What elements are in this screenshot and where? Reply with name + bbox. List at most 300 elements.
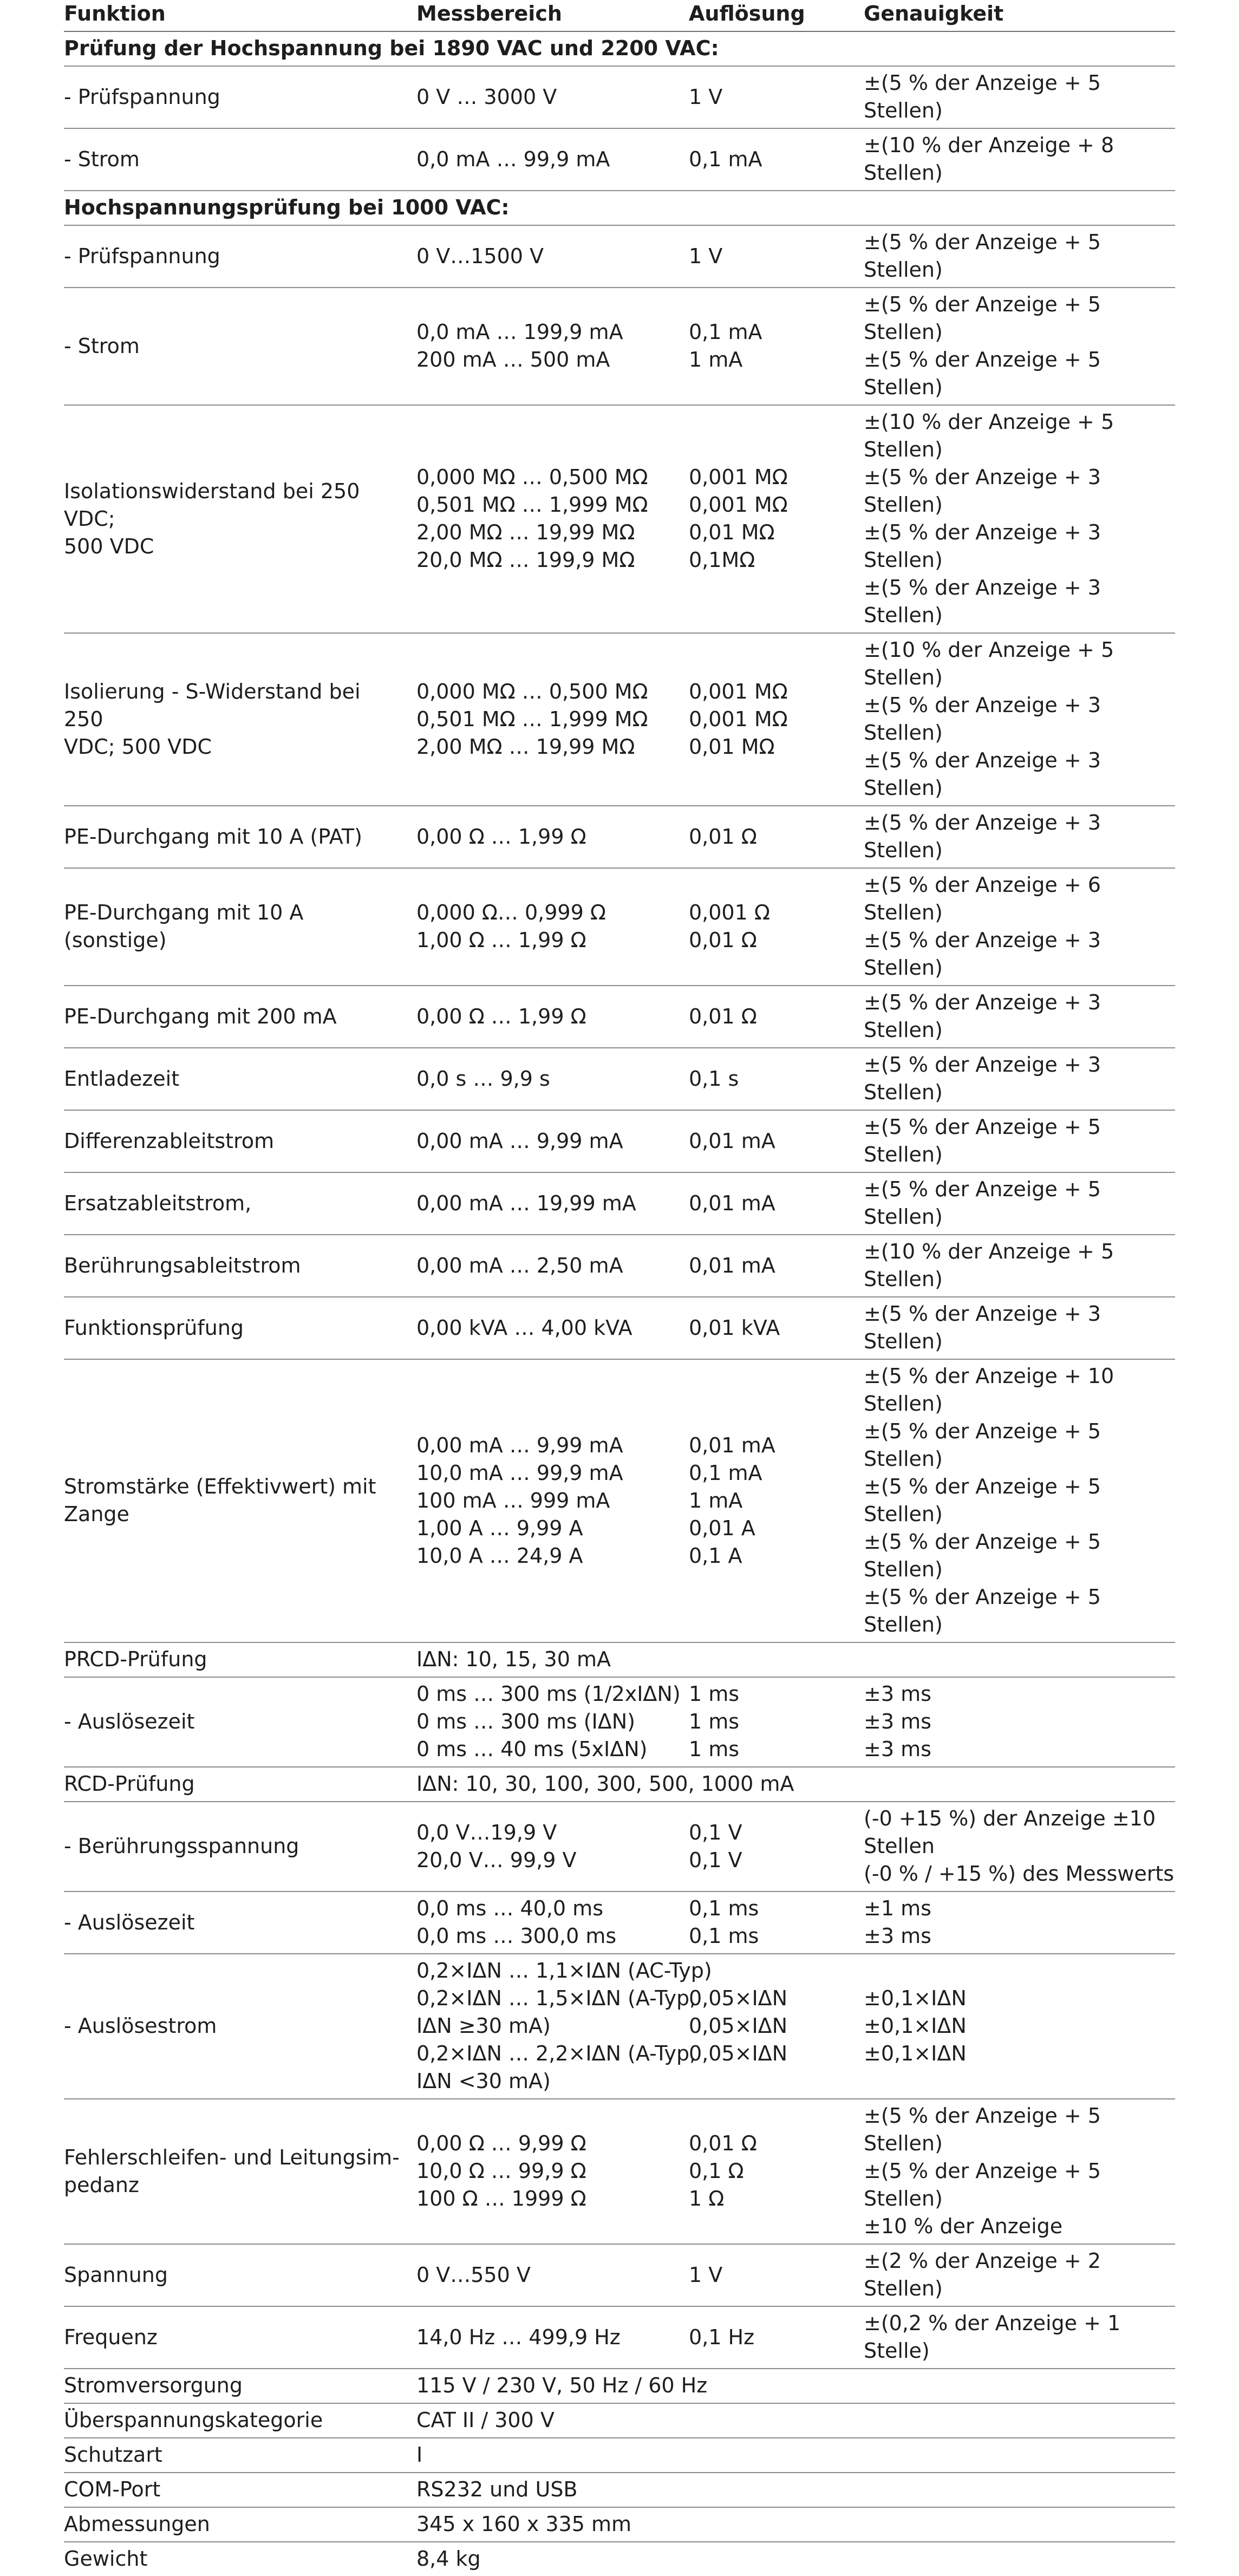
cell-line: 0,01 Ω: [689, 1004, 757, 1028]
cell-line: Ersatzableitstrom,: [64, 1191, 252, 1215]
function-cell: [64, 240, 416, 273]
accuracy-cell: [864, 406, 1175, 632]
cell-line: (-0 % / +15 %) des Messwerts: [864, 1862, 1175, 1886]
range-cell: [416, 675, 689, 764]
table-row: [64, 1892, 1175, 1954]
cell-line: ±(5 % der Anzeige + 5 Stellen): [864, 1115, 1101, 1166]
resolution-cell: [689, 2522, 864, 2528]
cell-line: 0,1MΩ: [689, 548, 755, 572]
function-cell: [64, 675, 416, 764]
resolution-cell: [689, 2127, 864, 2216]
cell-line: 0,00 mA … 9,99 mA: [416, 1433, 623, 1457]
accuracy-cell: [864, 869, 1175, 985]
cell-line: - Prüfspannung: [64, 244, 220, 268]
cell-line: ±(5 % der Anzeige + 3 Stellen): [864, 811, 1101, 862]
range-cell: [416, 2369, 708, 2403]
cell-line: 2,00 MΩ … 19,99 MΩ: [416, 734, 635, 759]
cell-line: ±(5 % der Anzeige + 5 Stellen): [864, 71, 1101, 122]
cell-line: ±(5 % der Anzeige + 3 Stellen): [864, 1302, 1101, 1353]
cell-line: 0,000 Ω… 0,999 Ω: [416, 901, 606, 924]
cell-line: 100 mA … 999 mA: [416, 1488, 610, 1512]
accuracy-cell: [864, 46, 1175, 52]
cell-line: ±1 ms: [864, 1896, 931, 1920]
cell-line: ±3 ms: [864, 1710, 931, 1733]
cell-line: ±3 ms: [864, 1924, 931, 1948]
cell-line: IΔN ≥30 mA): [416, 2014, 551, 2038]
cell-line: ±0,1×IΔN: [864, 2014, 967, 2038]
cell-line: VDC; 500 VDC: [64, 734, 212, 759]
cell-line: 0 ms … 300 ms (IΔN): [416, 1710, 636, 1733]
accuracy-cell: [864, 288, 1175, 405]
function-cell: [64, 2369, 416, 2403]
cell-line: 115 V / 230 V, 50 Hz / 60 Hz: [416, 2373, 708, 2397]
cell-line: 200 mA … 500 mA: [416, 348, 610, 371]
resolution-cell: [689, 2259, 864, 2292]
table-row: [64, 1297, 1175, 1360]
spec-table: [64, 0, 1175, 2576]
cell-line: 0,05×IΔN: [689, 2014, 788, 2038]
cell-line: 1,00 A … 9,99 A: [416, 1516, 583, 1540]
cell-line: (-0 +15 %) der Anzeige ±10: [864, 1807, 1156, 1830]
cell-line: 100 Ω … 1999 Ω: [416, 2187, 586, 2210]
cell-line: 0,001 MΩ: [689, 493, 788, 517]
cell-line: ±(5 % der Anzeige + 5 Stellen): [864, 1530, 1101, 1581]
table-row: [64, 2369, 1175, 2404]
cell-line: Frequenz: [64, 2325, 158, 2349]
accuracy-cell: [864, 1111, 1175, 1172]
accuracy-cell: [864, 986, 1175, 1047]
cell-line: 0 V…550 V: [416, 2262, 531, 2287]
function-cell: [64, 896, 416, 957]
cell-line: 0,00 Ω … 1,99 Ω: [416, 824, 586, 849]
range-cell: [416, 1187, 689, 1221]
accuracy-cell: [864, 2453, 1175, 2458]
accuracy-cell: [864, 1678, 1175, 1766]
cell-line: ±0,1×IΔN: [864, 1986, 967, 2010]
cell-line: - Auslösezeit: [64, 1910, 195, 1934]
cell-line: ±(5 % der Anzeige + 3 Stellen): [864, 1053, 1101, 1104]
cell-line: Hochspannungsprüfung bei 1000 VAC:: [64, 195, 510, 219]
table-row: [64, 1173, 1175, 1235]
range-cell: [416, 1062, 689, 1096]
function-cell: [64, 2438, 416, 2472]
resolution-cell: [689, 1816, 864, 1877]
cell-line: COM-Port: [64, 2477, 161, 2501]
range-cell: [416, 2321, 689, 2355]
cell-line: 0,1 mA: [689, 147, 762, 171]
cell-line: - Auslösestrom: [64, 2014, 217, 2038]
cell-line: 1 V: [689, 84, 723, 109]
cell-line: 1 ms: [689, 1737, 740, 1761]
table-row: [64, 1643, 1175, 1678]
function-cell: [64, 1470, 416, 1531]
cell-line: 0,01 A: [689, 1516, 755, 1540]
cell-line: Fehlerschleifen- und Leitungsim-: [64, 2145, 400, 2169]
table-row: [64, 288, 1175, 406]
resolution-cell: [689, 1000, 864, 1034]
table-row: [64, 2473, 1175, 2508]
cell-line: IΔN: 10, 30, 100, 300, 500, 1000 mA: [416, 1772, 794, 1796]
accuracy-cell: [864, 2487, 1175, 2493]
cell-line: 1 V: [689, 244, 723, 268]
cell-line: [689, 2068, 858, 2095]
cell-line: RS232 und USB: [416, 2477, 578, 2501]
table-row: [64, 806, 1175, 869]
cell-line: Stromstärke (Effektivwert) mit: [64, 1475, 376, 1498]
range-cell: [416, 1892, 689, 1953]
function-cell: [64, 1062, 416, 1096]
cell-line: ±(5 % der Anzeige + 5 Stellen): [864, 1419, 1101, 1471]
range-cell: [416, 2438, 689, 2472]
range-cell: [416, 1643, 689, 1677]
cell-line: 10,0 A … 24,9 A: [416, 1543, 583, 1568]
accuracy-cell: [864, 1048, 1175, 1110]
table-row: [64, 1235, 1175, 1297]
range-cell: [416, 1678, 689, 1766]
cell-line: 0,1 ms: [689, 1924, 759, 1948]
resolution-cell: [689, 1892, 864, 1953]
function-cell: [64, 475, 416, 564]
cell-line: 0,0 s … 9,9 s: [416, 1066, 550, 1091]
cell-line: 0,01 mA: [689, 1433, 775, 1457]
resolution-cell: [689, 1678, 864, 1766]
table-row: [64, 2438, 1175, 2473]
cell-line: ±(5 % der Anzeige + 3 Stellen): [864, 465, 1101, 517]
cell-line: ±(10 % der Anzeige + 5 Stellen): [864, 1240, 1114, 1291]
function-cell: [64, 1249, 416, 1283]
range-cell: [416, 205, 689, 211]
cell-line: 1 ms: [689, 1710, 740, 1733]
cell-line: 0,1 A: [689, 1543, 742, 1568]
range-cell: [416, 1768, 794, 1801]
accuracy-cell: [864, 1297, 1175, 1359]
range-cell: [416, 1312, 689, 1345]
function-cell: [64, 2321, 416, 2355]
table-row: [64, 1802, 1175, 1892]
cell-line: Stellen: [864, 1834, 935, 1858]
cell-line: 1 mA: [689, 348, 743, 371]
cell-line: ±10 % der Anzeige: [864, 2214, 1063, 2238]
cell-line: 500 VDC: [64, 534, 154, 558]
cell-line: 20,0 V… 99,9 V: [416, 1848, 577, 1872]
accuracy-cell: [864, 129, 1175, 190]
cell-line: [864, 1957, 1175, 1985]
cell-line: 0,001 MΩ: [689, 679, 788, 703]
cell-line: Isolierung - S-Widerstand bei 250: [64, 679, 361, 731]
cell-line: 0 V…1500 V: [416, 244, 544, 268]
resolution-cell: [689, 1657, 864, 1663]
cell-line: PE-Durchgang mit 200 mA: [64, 1004, 337, 1028]
cell-line: ±(5 % der Anzeige + 5 Stellen): [864, 1585, 1101, 1636]
accuracy-cell: [864, 2418, 1175, 2424]
cell-line: Überspannungskategorie: [64, 2408, 323, 2432]
accuracy-cell: [864, 2557, 1175, 2562]
cell-line: 0,01 Ω: [689, 928, 757, 952]
accuracy-cell: [864, 806, 1175, 868]
range-cell: [416, 461, 689, 577]
cell-line: Gewicht: [64, 2547, 148, 2571]
cell-line: Funktionsprüfung: [64, 1315, 244, 1340]
function-cell: [64, 1830, 416, 1863]
cell-line: ±(10 % der Anzeige + 5 Stellen): [864, 638, 1114, 689]
cell-line: Spannung: [64, 2262, 168, 2287]
cell-line: ±0,1×IΔN: [864, 2042, 967, 2065]
table-row: [64, 67, 1175, 129]
cell-line: ±(5 % der Anzeige + 5 Stellen): [864, 2159, 1101, 2210]
range-cell: [416, 1249, 689, 1283]
cell-line: 0,0 V…19,9 V: [416, 1820, 557, 1844]
function-cell: [64, 1187, 416, 1221]
cell-line: 0,01 mA: [689, 1253, 775, 1277]
table-row: [64, 2307, 1175, 2369]
resolution-cell: [689, 2453, 864, 2458]
cell-line: 20,0 MΩ … 199,9 MΩ: [416, 548, 635, 572]
resolution-cell: [689, 81, 864, 114]
cell-line: ±(10 % der Anzeige + 5 Stellen): [864, 410, 1114, 461]
resolution-cell: [689, 896, 864, 957]
cell-line: 0,000 MΩ … 0,500 MΩ: [416, 679, 648, 703]
range-cell: [416, 143, 689, 177]
cell-line: 0,05×IΔN: [689, 2042, 788, 2065]
cell-line: ±(5 % der Anzeige + 3 Stellen): [864, 990, 1101, 1042]
cell-line: 0,01 kVA: [689, 1315, 780, 1340]
function-cell: [64, 1705, 416, 1739]
cell-line: 2,00 MΩ … 19,99 MΩ: [416, 520, 635, 544]
cell-line: 0,001 Ω: [689, 901, 770, 924]
cell-line: 0,01 Ω: [689, 824, 757, 849]
cell-line: ±(5 % der Anzeige + 3 Stellen): [864, 693, 1101, 745]
cell-line: 0,1 V: [689, 1820, 742, 1844]
resolution-cell: [689, 820, 864, 854]
cell-line: 1 Ω: [689, 2187, 725, 2210]
cell-line: 10,0 mA … 99,9 mA: [416, 1460, 623, 1485]
cell-line: ±(5 % der Anzeige + 10 Stellen): [864, 1364, 1114, 1416]
resolution-cell: [689, 1954, 864, 2098]
cell-line: CAT II / 300 V: [416, 2408, 555, 2432]
accuracy-cell: [864, 226, 1175, 287]
range-cell: [416, 820, 689, 854]
accuracy-cell: [864, 2307, 1175, 2368]
table-row: [64, 129, 1175, 191]
resolution-cell: [689, 2321, 864, 2355]
accuracy-cell: [864, 1173, 1175, 1234]
table-row: [64, 406, 1175, 634]
resolution-cell: [689, 2418, 864, 2424]
range-cell: [416, 240, 689, 273]
function-cell: [64, 820, 416, 854]
cell-line: pedanz: [64, 2173, 139, 2197]
cell-line: ±(5 % der Anzeige + 3 Stellen): [864, 928, 1101, 980]
range-cell: [416, 2508, 689, 2541]
function-cell: [64, 330, 416, 363]
cell-line: 0,01 mA: [689, 1129, 775, 1153]
cell-line: Differenzableitstrom: [64, 1129, 275, 1153]
table-row: [64, 226, 1175, 288]
cell-line: 0,0 mA … 99,9 mA: [416, 147, 610, 171]
cell-line: PE-Durchgang mit 10 A (sonstige): [64, 901, 304, 952]
cell-line: ±(2 % der Anzeige + 2 Stellen): [864, 2249, 1101, 2300]
cell-line: IΔN <30 mA): [416, 2069, 551, 2093]
cell-line: 1 V: [689, 2262, 723, 2287]
resolution-cell: [689, 1782, 864, 1788]
cell-line: Berührungsableitstrom: [64, 1253, 301, 1277]
range-cell: [416, 2542, 689, 2576]
cell-line: 0,1 Hz: [689, 2325, 755, 2349]
cell-line: 14,0 Hz … 499,9 Hz: [416, 2325, 621, 2349]
function-cell: [64, 1643, 416, 1677]
cell-line: 0,2×IΔN … 1,5×IΔN (A-Typ,: [416, 1986, 696, 2010]
accuracy-cell: [864, 2522, 1175, 2528]
cell-line: ±(5 % der Anzeige + 5 Stellen): [864, 1177, 1101, 1229]
cell-line: 0,00 kVA … 4,00 kVA: [416, 1315, 632, 1340]
range-cell: [416, 2259, 689, 2292]
cell-line: [864, 2068, 1175, 2095]
accuracy-cell: [864, 2099, 1175, 2244]
resolution-cell: [689, 1187, 864, 1221]
table-row: [64, 1360, 1175, 1643]
cell-line: ±(5 % der Anzeige + 3 Stellen): [864, 520, 1101, 572]
cell-line: ±(5 % der Anzeige + 5 Stellen): [864, 292, 1101, 344]
function-cell: [64, 2473, 416, 2507]
resolution-cell: [689, 1312, 864, 1345]
function-cell: [64, 2141, 416, 2202]
resolution-cell: [689, 240, 864, 273]
cell-line: 0,01 mA: [689, 1191, 775, 1215]
range-cell: [416, 81, 689, 114]
range-cell: [416, 1954, 712, 2098]
table-row: [64, 869, 1175, 986]
cell-line: 1 mA: [689, 1488, 743, 1512]
cell-line: Zange: [64, 1502, 129, 1526]
accuracy-cell: [864, 1235, 1175, 1296]
header-resolution: Auflösung: [689, 2, 805, 25]
resolution-cell: [689, 46, 864, 52]
accuracy-cell: [864, 67, 1175, 128]
cell-line: I: [416, 2443, 423, 2467]
range-cell: [416, 896, 689, 957]
accuracy-cell: [864, 1954, 1175, 2098]
cell-line: PE-Durchgang mit 10 A (PAT): [64, 824, 362, 849]
cell-line: [689, 1957, 858, 1985]
cell-line: 0 V … 3000 V: [416, 84, 557, 109]
header-function: Funktion: [64, 2, 166, 25]
cell-line: Entladezeit: [64, 1066, 180, 1091]
cell-line: 0,00 mA … 9,99 mA: [416, 1129, 623, 1153]
table-row: [64, 2245, 1175, 2307]
resolution-cell: [689, 2383, 864, 2389]
function-cell: [64, 2542, 416, 2576]
table-header: [64, 0, 1175, 32]
cell-line: 345 x 160 x 335 mm: [416, 2512, 631, 2536]
table-row: [64, 986, 1175, 1048]
cell-line: 0,001 MΩ: [689, 707, 788, 731]
cell-line: 1,00 Ω … 1,99 Ω: [416, 928, 586, 952]
function-cell: [64, 1768, 416, 1801]
function-cell: [64, 1312, 416, 1345]
cell-line: 0,00 Ω … 9,99 Ω: [416, 2131, 586, 2155]
cell-line: 0 ms … 300 ms (1/2xIΔN): [416, 1682, 681, 1706]
cell-line: 0,01 MΩ: [689, 520, 775, 544]
table-row: [64, 1954, 1175, 2099]
cell-line: 0,0 ms … 300,0 ms: [416, 1924, 617, 1948]
cell-line: 0,001 MΩ: [689, 465, 788, 489]
range-cell: [416, 1816, 689, 1877]
cell-line: RCD-Prüfung: [64, 1772, 195, 1796]
resolution-cell: [689, 1125, 864, 1158]
cell-line: - Strom: [64, 147, 140, 171]
table-row: [64, 1048, 1175, 1111]
cell-line: ±3 ms: [864, 1737, 931, 1761]
section-header-row: [64, 191, 1175, 226]
cell-line: 0,0 ms … 40,0 ms: [416, 1896, 603, 1920]
accuracy-cell: [864, 1360, 1175, 1642]
range-cell: [416, 1429, 689, 1573]
resolution-cell: [689, 316, 864, 377]
cell-line: ±(0,2 % der Anzeige + 1 Stelle): [864, 2311, 1121, 2363]
cell-line: IΔN: 10, 15, 30 mA: [416, 1647, 611, 1671]
cell-line: 0 ms … 40 ms (5xIΔN): [416, 1737, 648, 1761]
header-range: Messbereich: [416, 2, 562, 25]
cell-line: 1 ms: [689, 1682, 740, 1706]
cell-line: 0,501 MΩ … 1,999 MΩ: [416, 493, 648, 517]
cell-line: 0,2×IΔN … 1,1×IΔN (AC-Typ): [416, 1959, 712, 1982]
cell-line: 0,501 MΩ … 1,999 MΩ: [416, 707, 648, 731]
cell-line: 0,1 s: [689, 1066, 739, 1091]
cell-line: - Berührungsspannung: [64, 1834, 299, 1858]
cell-line: 0,00 mA … 2,50 mA: [416, 1253, 623, 1277]
cell-line: ±(5 % der Anzeige + 3 Stellen): [864, 576, 1101, 627]
resolution-cell: [689, 205, 864, 211]
table-row: [64, 1111, 1175, 1173]
accuracy-cell: [864, 2245, 1175, 2306]
range-cell: [416, 1125, 689, 1158]
resolution-cell: [689, 675, 864, 764]
cell-line: 0,01 MΩ: [689, 734, 775, 759]
accuracy-cell: [864, 1657, 1175, 1663]
table-row: [64, 2508, 1175, 2542]
cell-line: ±(5 % der Anzeige + 3 Stellen): [864, 748, 1101, 800]
cell-line: - Prüfspannung: [64, 84, 220, 109]
resolution-cell: [689, 1249, 864, 1283]
cell-line: PRCD-Prüfung: [64, 1647, 207, 1671]
cell-line: Isolationswiderstand bei 250 VDC;: [64, 479, 360, 531]
resolution-cell: [689, 2487, 864, 2493]
cell-line: ±(10 % der Anzeige + 8 Stellen): [864, 133, 1114, 185]
cell-line: 0,1 ms: [689, 1896, 759, 1920]
table-row: [64, 634, 1175, 806]
cell-line: ±(5 % der Anzeige + 5 Stellen): [864, 348, 1101, 399]
resolution-cell: [689, 1062, 864, 1096]
cell-line: 0,00 mA … 19,99 mA: [416, 1191, 636, 1215]
cell-line: 0,1 mA: [689, 1460, 762, 1485]
range-cell: [416, 2473, 689, 2507]
cell-line: ±(5 % der Anzeige + 5 Stellen): [864, 230, 1101, 282]
function-cell: [64, 191, 510, 225]
table-row: [64, 1768, 1175, 1802]
cell-line: 0,1 mA: [689, 320, 762, 344]
cell-line: Prüfung der Hochspannung bei 1890 VAC und 2200 VAC:: [64, 36, 719, 60]
function-cell: [64, 2404, 416, 2437]
header-accuracy: Genauigkeit: [864, 2, 1004, 25]
function-cell: [64, 32, 719, 66]
cell-line: 0,2×IΔN … 2,2×IΔN (A-Typ,: [416, 2042, 696, 2065]
function-cell: [64, 81, 416, 114]
accuracy-cell: [864, 634, 1175, 805]
range-cell: [416, 2404, 689, 2437]
table-row: [64, 2404, 1175, 2438]
cell-line: - Strom: [64, 334, 140, 358]
section-header-row: [64, 32, 1175, 67]
